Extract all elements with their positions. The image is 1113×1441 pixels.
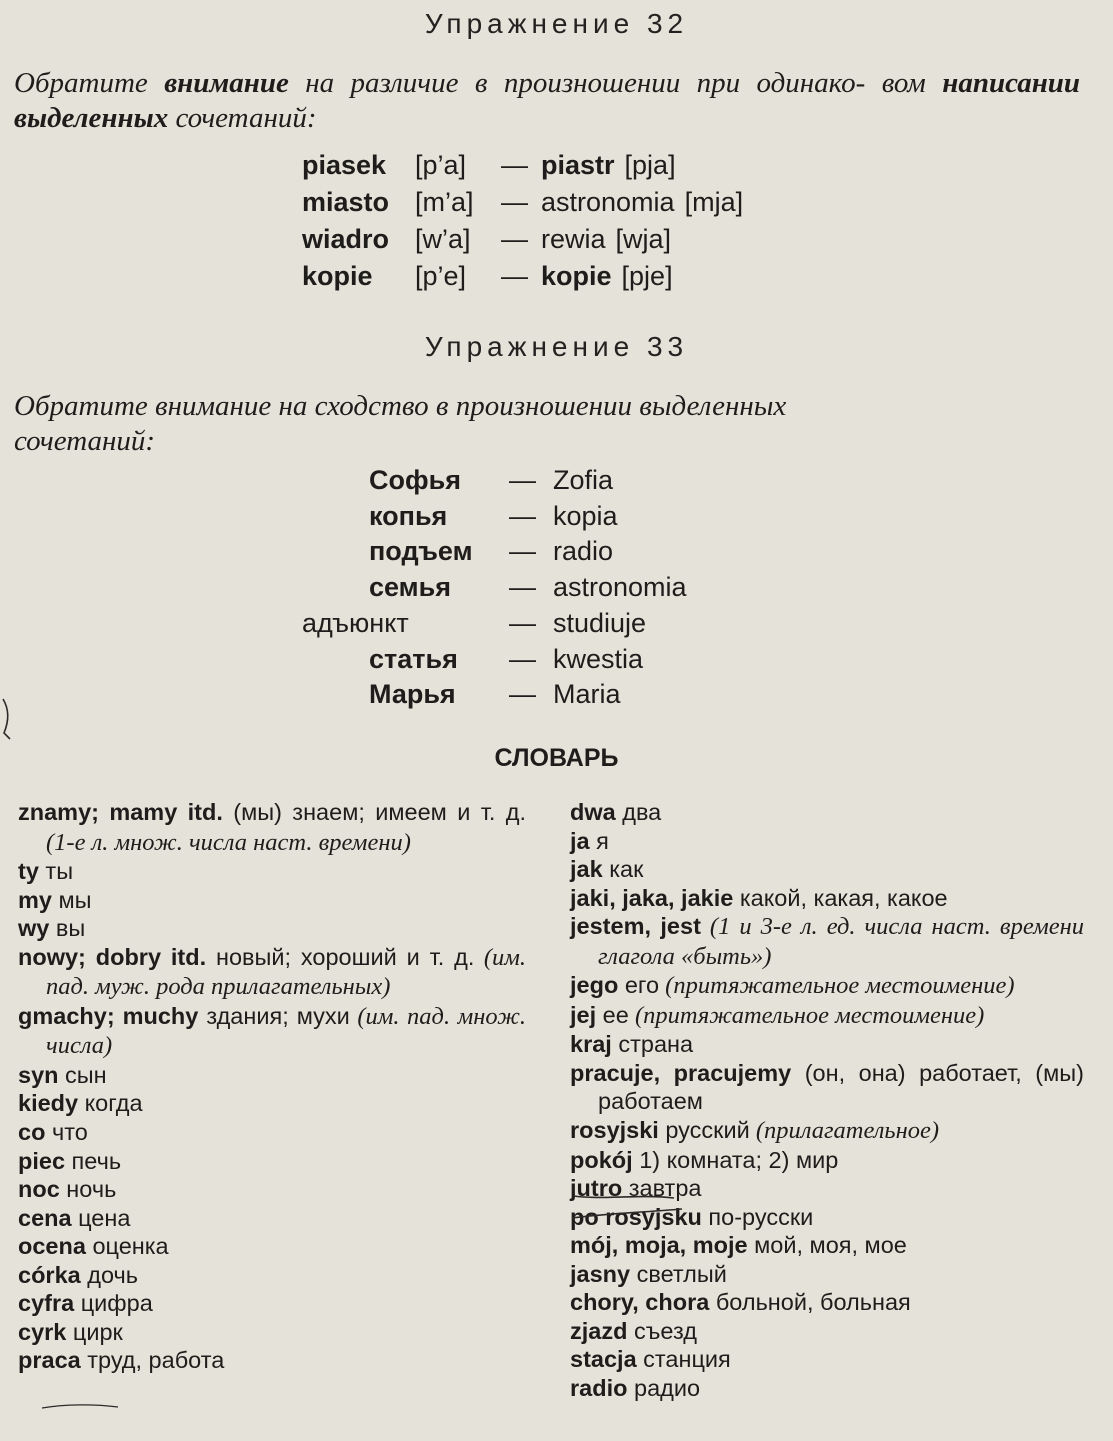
dash: — [501, 150, 528, 180]
headword: stacja [570, 1346, 637, 1373]
vocabulary-entry [18, 1147, 526, 1176]
exercise-33-pairs [302, 463, 687, 713]
headword: jutro [570, 1175, 623, 1202]
dash: — [509, 465, 536, 495]
vocabulary-entry [18, 1118, 526, 1147]
vocabulary-left-column [18, 798, 526, 1375]
vocabulary-entry [18, 1346, 526, 1375]
headword: kraj [570, 1031, 612, 1058]
word-bold-part: kopie [541, 261, 612, 291]
headword: gmachy; muchy [18, 1002, 199, 1029]
headword: jej [570, 1001, 597, 1028]
russian-word: копья [369, 500, 448, 531]
vocabulary-entry [570, 1116, 1084, 1146]
polish-word [541, 258, 612, 295]
margin-pencil-mark [0, 695, 14, 755]
russian-word: адъюнкт [302, 607, 409, 638]
vocabulary-title: СЛОВАРЬ [494, 744, 619, 772]
translation: (мы) знаем; имеем [222, 799, 447, 825]
headword: zjazd [570, 1317, 628, 1344]
translation: 1) комната; 2) мир [632, 1146, 839, 1173]
polish-word: radio [553, 536, 614, 567]
headword: po rosyjsku [570, 1203, 702, 1230]
translation: дочь [80, 1261, 138, 1288]
exercise-32-title: Упражнение 32 [424, 8, 689, 39]
translation: вы [49, 915, 86, 942]
vocabulary-entry [570, 1059, 1084, 1116]
headword: radio [570, 1374, 628, 1401]
translation: оценка [85, 1233, 169, 1260]
headword: piec [18, 1147, 66, 1174]
headword: dwa [570, 799, 616, 825]
translation: по-русски [701, 1203, 814, 1230]
headword: znamy; mamy itd. [18, 799, 223, 825]
russian-word: Марья [369, 679, 456, 710]
exercise-32-row [302, 258, 743, 295]
translation: цена [71, 1204, 131, 1231]
russian-word: семья [369, 572, 452, 603]
vocabulary-entry [18, 886, 526, 915]
russian-word: статья [369, 643, 458, 674]
translation: новый; хороший и т. д. [206, 943, 475, 970]
translation: мой, моя, мое [747, 1232, 907, 1259]
polish-word [541, 221, 606, 258]
translation: больной, больная [709, 1289, 911, 1316]
dash: — [509, 572, 536, 603]
headword: córka [18, 1261, 81, 1288]
vocabulary-entry [570, 1030, 1084, 1059]
dash: — [501, 187, 528, 217]
vocabulary-entry [570, 1146, 1084, 1175]
exercise-32-row [302, 147, 743, 184]
translation: здания; мухи [198, 1002, 350, 1029]
headword: pokój [570, 1146, 633, 1173]
word-plain-part: rewia [541, 224, 606, 254]
grammar-note: (им. пад. множ. числа) [46, 1002, 526, 1060]
translation: печь [65, 1147, 122, 1174]
polish-word: kopie [302, 261, 373, 291]
headword: ja [570, 827, 590, 854]
vocabulary-entry [570, 1345, 1084, 1374]
headword: mój, moja, moje [570, 1232, 748, 1259]
grammar-note: (притяжательное местоимение) [659, 972, 1015, 1000]
headword: jego [570, 972, 619, 999]
vocabulary-entry [18, 1089, 526, 1118]
exercise-33-title: Упражнение 33 [424, 331, 689, 362]
polish-word: Zofia [553, 465, 614, 495]
russian-word: Софья [369, 465, 461, 495]
headword: my [18, 886, 52, 913]
transcription: [pje] [621, 261, 673, 291]
polish-word: kwestia [553, 643, 644, 674]
vocabulary-entry [18, 1002, 526, 1061]
translation: когда [78, 1090, 143, 1117]
vocabulary-entry [18, 1318, 526, 1347]
translation: съезд [627, 1317, 697, 1344]
headword: cyrk [18, 1318, 67, 1345]
headword: ocena [18, 1233, 86, 1260]
grammar-note: (1-е л. множ. числа наст. времени) [46, 828, 411, 856]
vocabulary-entry [18, 1232, 526, 1261]
instruction-text: на различие в произношении при одинако- [305, 67, 866, 99]
transcription: [p’e] [415, 261, 467, 291]
vocabulary-entry [570, 1001, 1084, 1031]
exercise-32-pairs [302, 147, 743, 295]
vocabulary-entry [570, 1288, 1084, 1317]
headword: praca [18, 1347, 81, 1374]
grammar-note: (1 и 3-е л. ед. числа наст. времени глагола «быть») [598, 913, 1084, 970]
transcription: [wja] [615, 224, 672, 254]
dash: — [509, 500, 536, 531]
exercise-33-row [369, 570, 687, 606]
transcription: [m’a] [415, 187, 474, 217]
instruction-word: сочетаний: [175, 102, 317, 134]
vocabulary-entry [570, 798, 1084, 827]
transcription: [pja] [624, 150, 676, 180]
polish-word: wiadro [302, 224, 390, 254]
vocabulary-entry [18, 943, 526, 1002]
dash: — [501, 224, 528, 254]
translation: ее [596, 1001, 629, 1028]
vocabulary-entry [18, 798, 526, 857]
exercise-32-instruction [14, 66, 1080, 136]
translation: цирк [66, 1318, 123, 1345]
translation: радио [627, 1374, 701, 1401]
polish-word: piasek [302, 150, 387, 180]
vocabulary-entry [570, 1231, 1084, 1260]
polish-word: studiuje [553, 607, 647, 638]
vocabulary-entry [18, 914, 526, 943]
russian-word: подъем [369, 536, 473, 567]
polish-word [541, 184, 675, 221]
word-bold-part: piastr [541, 150, 615, 180]
headword: cena [18, 1204, 72, 1231]
word-plain-part: astronomia [541, 187, 675, 217]
dash: — [509, 607, 536, 638]
headword: jaki, jaka, jakie [570, 884, 734, 911]
headword: noc [18, 1176, 60, 1203]
vocabulary-entry [18, 1204, 526, 1233]
exercise-33-row [369, 534, 687, 570]
vocabulary-entry [570, 855, 1084, 884]
dash: — [509, 679, 536, 710]
headword: rosyjski [570, 1117, 659, 1144]
headword: cyfra [18, 1290, 75, 1317]
instruction-line: сочетаний: [14, 425, 156, 457]
translation: его [618, 972, 660, 999]
vocabulary-entry [570, 884, 1084, 913]
headword: kiedy [18, 1090, 79, 1117]
translation: станция [636, 1346, 731, 1373]
headword: syn [18, 1061, 59, 1088]
translation: мы [51, 886, 92, 913]
polish-word: astronomia [553, 572, 687, 603]
exercise-33-row [369, 677, 687, 713]
transcription: [p’a] [415, 150, 467, 180]
vocabulary-entry [18, 1061, 526, 1090]
headword: pracuje, pracujemy [570, 1059, 792, 1086]
vocabulary-entry [570, 1260, 1084, 1289]
vocabulary-entry [18, 857, 526, 886]
translation: сын [58, 1061, 107, 1088]
exercise-33-row [302, 606, 687, 642]
headword: chory, chora [570, 1289, 710, 1316]
grammar-note: (притяжательное местоимение) [628, 1001, 985, 1029]
polish-word: kopia [553, 500, 618, 531]
headword: co [18, 1119, 46, 1146]
grammar-note: (прилагательное) [749, 1117, 940, 1145]
translation: ночь [59, 1176, 117, 1203]
translation: труд, работа [80, 1347, 225, 1374]
pencil-strike-mark [40, 1400, 120, 1416]
translation: какой, какая, какое [733, 884, 948, 911]
vocabulary-entry [570, 827, 1084, 856]
vocabulary-right-column [570, 798, 1084, 1402]
headword: ty [18, 858, 39, 885]
dash: — [501, 261, 528, 291]
translation: страна [611, 1031, 694, 1058]
exercise-33-row [369, 642, 687, 678]
translation: светлый [630, 1260, 727, 1287]
polish-word [541, 147, 615, 184]
translation: завтра [622, 1175, 702, 1202]
translation: цифра [74, 1290, 153, 1317]
vocabulary-entry [18, 1261, 526, 1290]
headword: jestem, jest [570, 913, 701, 940]
transcription: [mja] [684, 187, 744, 217]
headword: jasny [570, 1260, 631, 1287]
exercise-32-row [302, 184, 743, 221]
vocabulary-entry [570, 1374, 1084, 1403]
transcription: [w’a] [415, 224, 471, 254]
vocabulary-entry [570, 1317, 1084, 1346]
headword: jak [570, 856, 603, 883]
instruction-word: вом [881, 67, 926, 99]
dash: — [509, 536, 536, 567]
translation: ты [38, 858, 74, 885]
polish-word: Maria [553, 679, 621, 710]
translation: я [589, 827, 609, 854]
translation: как [602, 856, 644, 883]
translation: и т. д. [457, 799, 526, 825]
vocabulary-entry [570, 971, 1084, 1001]
translation: два [615, 799, 662, 825]
instruction-line: Обратите внимание на сходство в произношении выделенных [14, 390, 787, 422]
grammar-note: (им. пад. муж. рода прилагательных) [46, 943, 526, 1001]
headword: nowy; dobry itd. [18, 943, 207, 970]
translation: русский [658, 1117, 750, 1144]
vocabulary-entry [18, 1289, 526, 1318]
pencil-underline-mark [570, 1182, 690, 1222]
instruction-word: Обратите [14, 67, 148, 99]
dash: — [509, 643, 536, 674]
instruction-text-bold: написании выделенных [14, 67, 1081, 134]
exercise-32-row [302, 221, 743, 258]
headword: wy [18, 915, 50, 942]
vocabulary-entry [18, 1175, 526, 1204]
polish-word: miasto [302, 187, 390, 217]
instruction-word-bold: внимание [164, 67, 289, 99]
vocabulary-entry [570, 912, 1084, 971]
translation: что [45, 1119, 88, 1146]
exercise-33-row [369, 463, 687, 499]
translation: (он, она) работает, (мы) работаем [598, 1059, 1084, 1115]
exercise-33-instruction [14, 389, 1080, 459]
exercise-33-row [369, 499, 687, 535]
